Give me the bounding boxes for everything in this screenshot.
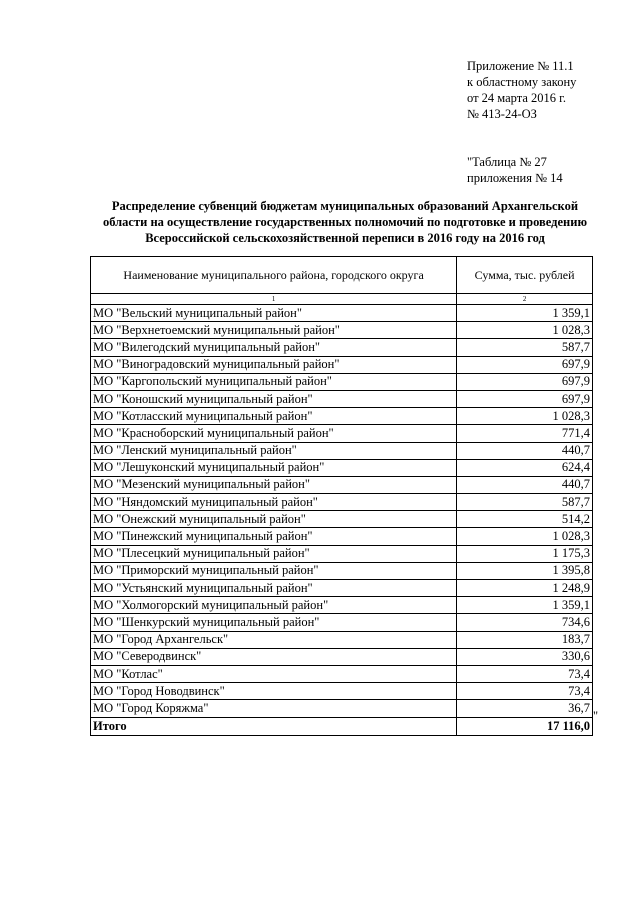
table-row: [91, 494, 593, 511]
header-municipality: Наименование муниципального района, городского округа: [91, 257, 457, 294]
subsidy-amount: 1 248,9: [457, 580, 593, 597]
column-number-row: [91, 294, 593, 305]
municipality-name: МО "Вельский муниципальный район": [91, 305, 457, 322]
appendix-line-2: к областному закону: [467, 75, 577, 89]
table-ref-line-2: приложения № 14: [467, 171, 563, 185]
subsidy-amount: 73,4: [457, 683, 593, 700]
table-row: [91, 425, 593, 442]
table-row: [91, 390, 593, 407]
municipality-name: МО "Город Архангельск": [91, 631, 457, 648]
subsidy-amount: 587,7: [457, 339, 593, 356]
municipality-name: МО "Коношский муниципальный район": [91, 390, 457, 407]
subsidy-amount: 771,4: [457, 425, 593, 442]
title-line-1: Распределение субвенций бюджетам муниципальных образований Архангельской: [111, 199, 579, 213]
table-row: [91, 305, 593, 322]
table-row: [91, 545, 593, 562]
table-row: [91, 511, 593, 528]
municipality-name: МО "Виноградовский муниципальный район": [91, 356, 457, 373]
subsidy-amount: 1 175,3: [457, 545, 593, 562]
subsidy-table: [90, 256, 593, 736]
municipality-name: МО "Котласский муниципальный район": [91, 408, 457, 425]
subsidy-amount: 1 395,8: [457, 562, 593, 579]
municipality-name: МО "Онежский муниципальный район": [91, 511, 457, 528]
table-row: [91, 528, 593, 545]
appendix-reference: [467, 58, 576, 122]
appendix-line-1: Приложение № 11.1: [467, 59, 574, 73]
municipality-name: МО "Приморский муниципальный район": [91, 562, 457, 579]
subsidy-amount: 73,4: [457, 665, 593, 682]
closing-quote: ": [593, 709, 599, 723]
municipality-name: МО "Красноборский муниципальный район": [91, 425, 457, 442]
table-row: [91, 562, 593, 579]
subsidy-amount: 1 028,3: [457, 528, 593, 545]
table-row: [91, 683, 593, 700]
municipality-name: МО "Холмогорский муниципальный район": [91, 597, 457, 614]
municipality-name: МО "Плесецкий муниципальный район": [91, 545, 457, 562]
table-row: [91, 339, 593, 356]
table-row: [91, 459, 593, 476]
table-ref-line-1: "Таблица № 27: [467, 155, 547, 169]
table-header-row: [91, 257, 593, 294]
table-row: [91, 356, 593, 373]
subsidy-amount: 697,9: [457, 356, 593, 373]
municipality-name: МО "Мезенский муниципальный район": [91, 476, 457, 493]
subsidy-amount: 440,7: [457, 442, 593, 459]
municipality-name: МО "Пинежский муниципальный район": [91, 528, 457, 545]
subsidy-amount: 1 359,1: [457, 305, 593, 322]
subsidy-amount: 36,7: [457, 700, 593, 717]
total-row: [91, 717, 593, 735]
table-row: [91, 580, 593, 597]
subsidy-amount: 1 359,1: [457, 597, 593, 614]
document-title: [80, 198, 610, 246]
municipality-name: МО "Котлас": [91, 665, 457, 682]
subsidy-amount: 697,9: [457, 390, 593, 407]
table-row: [91, 665, 593, 682]
table-row: [91, 597, 593, 614]
municipality-name: МО "Няндомский муниципальный район": [91, 494, 457, 511]
appendix-line-3: от 24 марта 2016 г.: [467, 91, 567, 105]
subsidy-amount: 1 028,3: [457, 322, 593, 339]
municipality-name: МО "Северодвинск": [91, 648, 457, 665]
municipality-name: МО "Город Новодвинск": [91, 683, 457, 700]
table-reference: [467, 154, 563, 186]
title-line-2: области на осуществление государственных полномочий по подготовке и проведению: [102, 215, 588, 229]
subsidy-amount: 734,6: [457, 614, 593, 631]
municipality-name: МО "Каргопольский муниципальный район": [91, 373, 457, 390]
column-number-2: 2: [457, 294, 593, 305]
subsidy-amount: 330,6: [457, 648, 593, 665]
table-row: [91, 614, 593, 631]
municipality-name: МО "Вилегодский муниципальный район": [91, 339, 457, 356]
subsidy-amount: 587,7: [457, 494, 593, 511]
municipality-name: МО "Шенкурский муниципальный район": [91, 614, 457, 631]
subsidy-amount: 183,7: [457, 631, 593, 648]
table-row: [91, 476, 593, 493]
total-amount: 17 116,0: [457, 717, 593, 735]
municipality-name: МО "Лешуконский муниципальный район": [91, 459, 457, 476]
subsidy-amount: 440,7: [457, 476, 593, 493]
table-row: [91, 322, 593, 339]
subsidy-amount: 1 028,3: [457, 408, 593, 425]
title-line-3: Всероссийской сельскохозяйственной переписи в 2016 году на 2016 год: [145, 231, 545, 245]
table-row: [91, 373, 593, 390]
table-row: [91, 442, 593, 459]
appendix-line-4: № 413-24-ОЗ: [467, 107, 537, 121]
header-amount: Сумма, тыс. рублей: [457, 257, 593, 294]
municipality-name: МО "Город Коряжма": [91, 700, 457, 717]
municipality-name: МО "Устьянский муниципальный район": [91, 580, 457, 597]
municipality-name: МО "Верхнетоемский муниципальный район": [91, 322, 457, 339]
total-label: Итого: [91, 717, 457, 735]
municipality-name: МО "Ленский муниципальный район": [91, 442, 457, 459]
subsidy-amount: 514,2: [457, 511, 593, 528]
table-row: [91, 700, 593, 717]
subsidy-amount: 624,4: [457, 459, 593, 476]
table-row: [91, 631, 593, 648]
column-number-1: 1: [91, 294, 457, 305]
table-row: [91, 648, 593, 665]
subsidy-amount: 697,9: [457, 373, 593, 390]
table-row: [91, 408, 593, 425]
